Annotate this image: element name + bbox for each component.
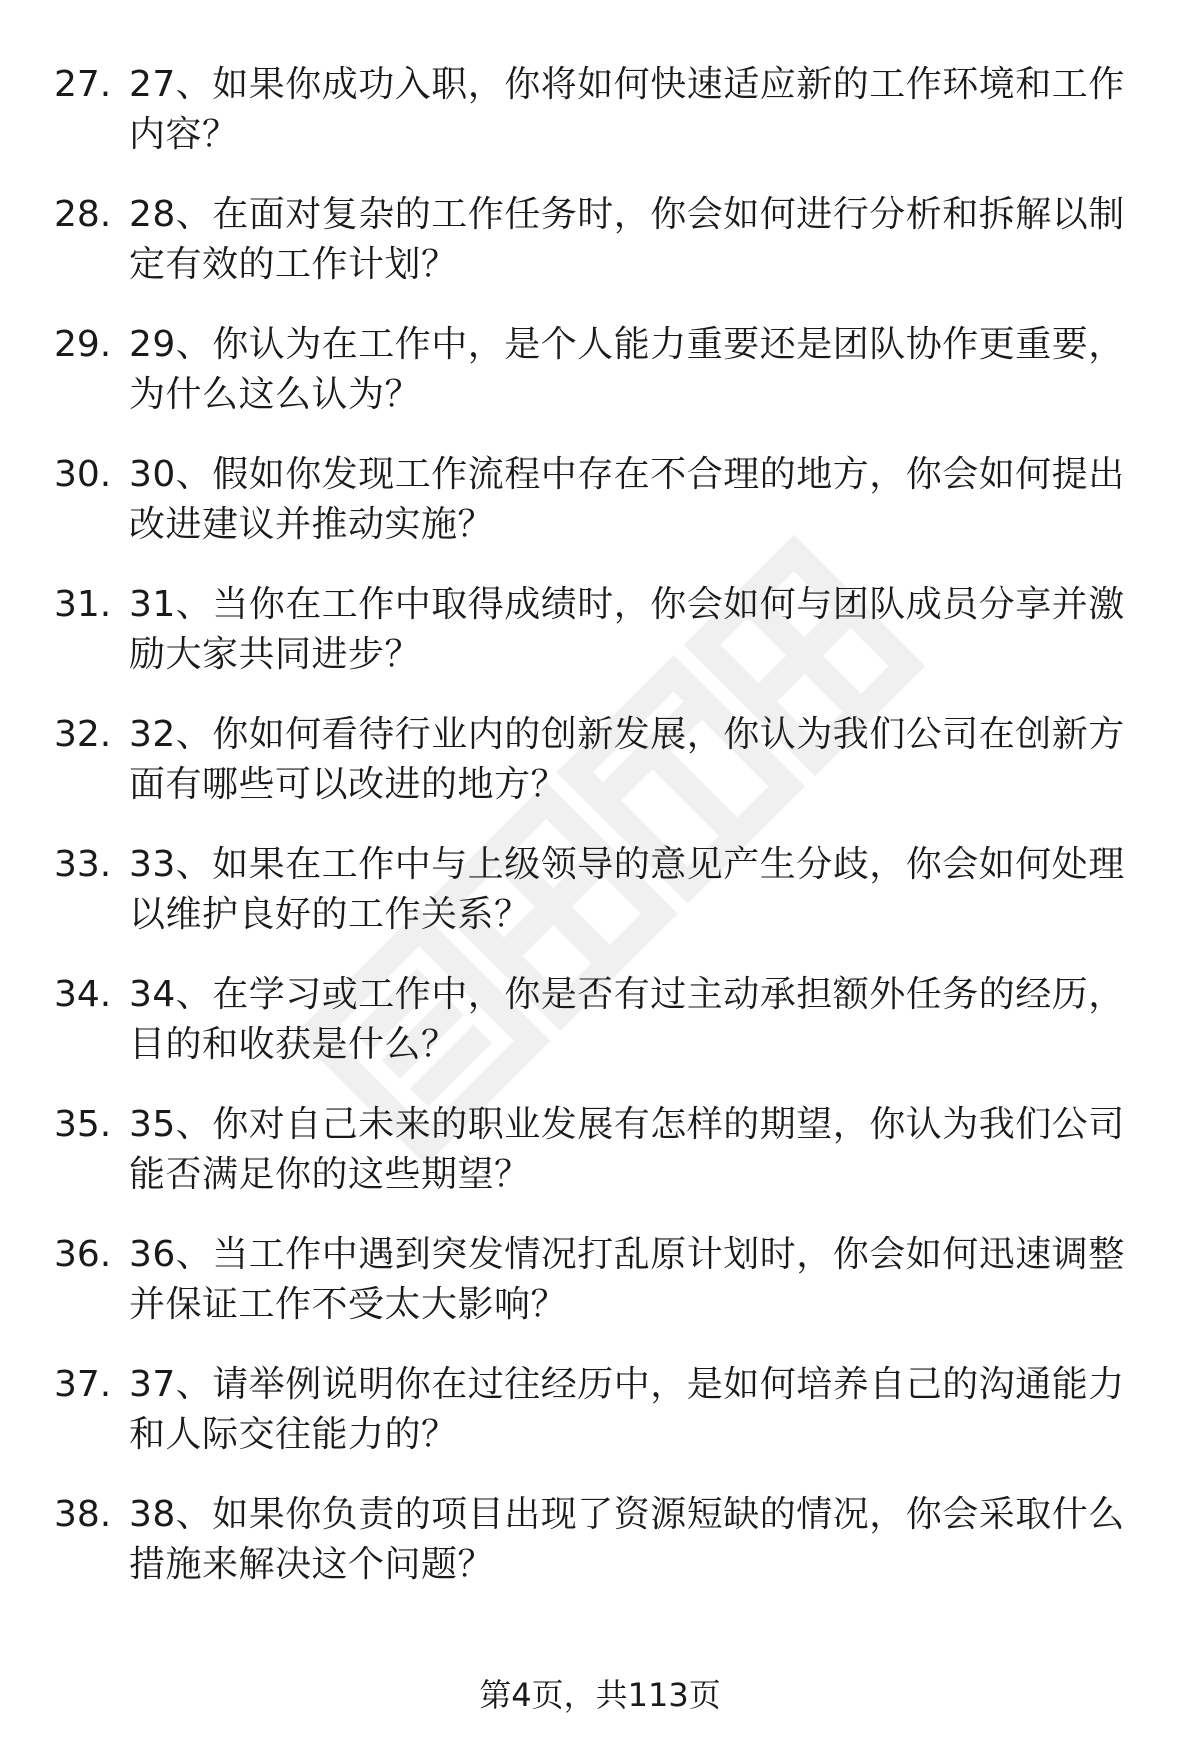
question-number: 34. — [54, 974, 112, 1015]
question-item — [0, 1352, 1200, 1482]
question-text: 34、在学习或工作中，你是否有过主动承担额外任务的经历，目的和收获是什么？ — [129, 974, 1125, 1065]
question-item — [0, 832, 1200, 962]
page-footer: 第4页，共113页 — [479, 1676, 721, 1714]
question-text: 32、你如何看待行业内的创新发展，你认为我们公司在创新方面有哪些可以改进的地方？ — [129, 714, 1125, 805]
question-item — [0, 962, 1200, 1092]
question-number: 33. — [54, 844, 112, 885]
question-text: 31、当你在工作中取得成绩时，你会如何与团队成员分享并激励大家共同进步？ — [129, 584, 1125, 675]
question-text: 36、当工作中遇到突发情况打乱原计划时，你会如何迅速调整并保证工作不受太大影响？ — [129, 1234, 1125, 1325]
question-item — [0, 182, 1200, 312]
question-number: 29. — [54, 324, 112, 365]
question-text: 35、你对自己未来的职业发展有怎样的期望，你认为我们公司能否满足你的这些期望？ — [129, 1104, 1125, 1195]
question-number: 32. — [54, 714, 112, 755]
question-item — [0, 1482, 1200, 1612]
question-number: 36. — [54, 1234, 112, 1275]
question-list — [0, 52, 1200, 1612]
question-number: 37. — [54, 1364, 112, 1405]
question-item — [0, 702, 1200, 832]
question-text: 27、如果你成功入职，你将如何快速适应新的工作环境和工作内容？ — [129, 64, 1125, 155]
question-text: 29、你认为在工作中，是个人能力重要还是团队协作更重要，为什么这么认为？ — [129, 324, 1125, 415]
question-item — [0, 572, 1200, 702]
question-text: 38、如果你负责的项目出现了资源短缺的情况，你会采取什么措施来解决这个问题？ — [129, 1494, 1125, 1585]
question-number: 28. — [54, 194, 112, 235]
question-number: 27. — [54, 64, 112, 105]
question-number: 30. — [54, 454, 112, 495]
question-item — [0, 442, 1200, 572]
question-number: 31. — [54, 584, 112, 625]
question-number: 38. — [54, 1494, 112, 1535]
question-number: 35. — [54, 1104, 112, 1145]
question-text: 30、假如你发现工作流程中存在不合理的地方，你会如何提出改进建议并推动实施？ — [129, 454, 1125, 545]
question-item — [0, 52, 1200, 182]
question-text: 28、在面对复杂的工作任务时，你会如何进行分析和拆解以制定有效的工作计划？ — [129, 194, 1125, 285]
question-item — [0, 1222, 1200, 1352]
question-text: 37、请举例说明你在过往经历中，是如何培养自己的沟通能力和人际交往能力的？ — [129, 1364, 1125, 1455]
question-item — [0, 1092, 1200, 1222]
question-text: 33、如果在工作中与上级领导的意见产生分歧，你会如何处理以维护良好的工作关系？ — [129, 844, 1125, 935]
question-item — [0, 312, 1200, 442]
